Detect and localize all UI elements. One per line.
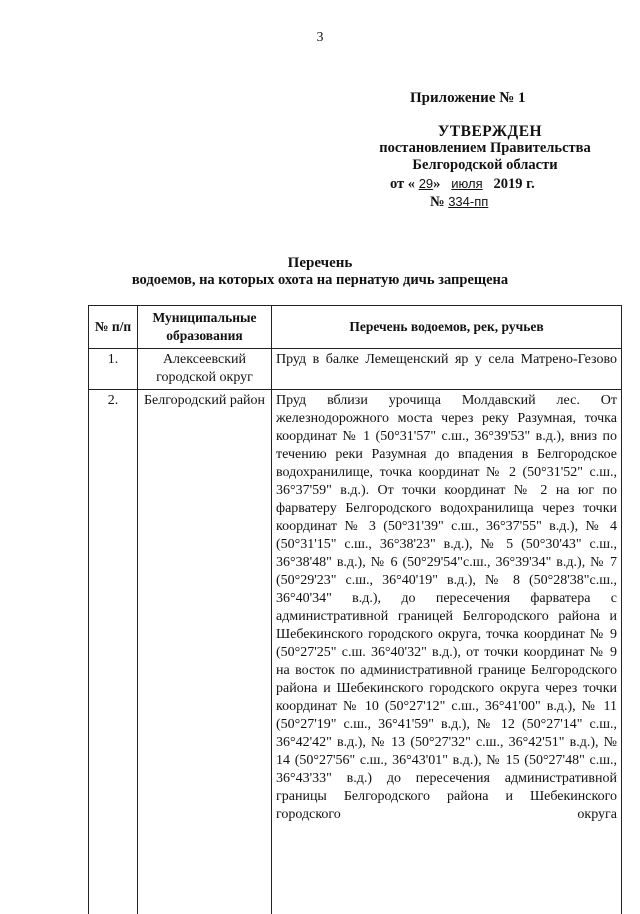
waterbodies-table (88, 305, 622, 914)
number-value: 334-пп (448, 194, 488, 209)
date-prefix: от « (390, 176, 415, 192)
date-year: 2019 г. (494, 176, 535, 192)
row-number: 2. (89, 390, 138, 914)
date-day: 29 (419, 176, 433, 191)
row-description: Пруд вблизи урочища Молдавский лес. От железнодорожного моста через реку Разумная, точка координат № 1 (50°31'57" с.ш., 36°39'53" в.д.), вниз по течению реки Разумная до впадения в Белгородское водохранилище, точка координат № 2 (50°31'52" с.ш., 36°37'59" в.д.). От точки координат № 2 на юг по фарватеру Белгородского водохранилища через точки координат № 3 (50°31'39" с.ш., 36°37'55" в.д.), № 4 (50°31'15" с.ш., 36°38'23" в.д.), № 5 (50°30'43" с.ш., 36°38'48" в.д.), № 6 (50°29'54"с.ш., 36°39'34" в.д.), № 7 (50°29'23" с.ш., 36°40'19" в.д.), № 8 (50°28'38"с.ш., 36°40'34" в.д.), до пересечения фарватера с административной границей Белгородского района и Шебекинского городского округа, точка координат № 9 (50°27'25" с.ш. 36°40'32" в.д.), от точки координат № 9 на восток по административной границе Белгородского района и Шебекинского городского округа через точки координат № 10 (50°27'12" с.ш., 36°41'00" в.д.), № 11 (50°27'19" с.ш., 36°41'59" в.д.), № 12 (50°27'14" с.ш., 36°42'42" в.д.), № 13 (50°27'32" с.ш., 36°42'51" в.д.), № 14 (50°27'56" с.ш., 36°43'01" в.д.), № 15 (50°27'48" с.ш., 36°43'33" в.д.) до пересечения административной границы Белгородского района и Шебекинского городского округа (272, 390, 622, 914)
row-number: 1. (89, 349, 138, 390)
table-row (89, 349, 622, 390)
header-cell-number: № п/п (89, 306, 138, 349)
row-municipality: Белгородский район (138, 390, 272, 914)
header-cell-municipality: Муниципальные образования (138, 306, 272, 349)
row-description: Пруд в балке Лемещенский яр у села Матрено-Гезово (272, 349, 622, 390)
header-cell-list: Перечень водоемов, рек, ручьев (272, 306, 622, 349)
date-month: июля (451, 176, 482, 191)
number-prefix: № (430, 194, 445, 210)
document-title: Перечень (0, 255, 640, 272)
approved-label: УТВЕРЖДЕН (405, 123, 575, 141)
date-mid: » (433, 176, 440, 192)
appendix-label: Приложение № 1 (410, 90, 560, 107)
decree-line-2: Белгородской области (395, 157, 575, 174)
decree-date (390, 176, 620, 193)
table-header-row (89, 306, 622, 349)
decree-line-1: постановлением Правительства (365, 140, 605, 157)
table-row (89, 390, 622, 914)
row-municipality: Алексеевский городской округ (138, 349, 272, 390)
document-subtitle: водоемов, на которых охота на пернатую дичь запрещена (0, 272, 640, 289)
decree-number (430, 194, 570, 211)
page-number: 3 (0, 30, 640, 46)
